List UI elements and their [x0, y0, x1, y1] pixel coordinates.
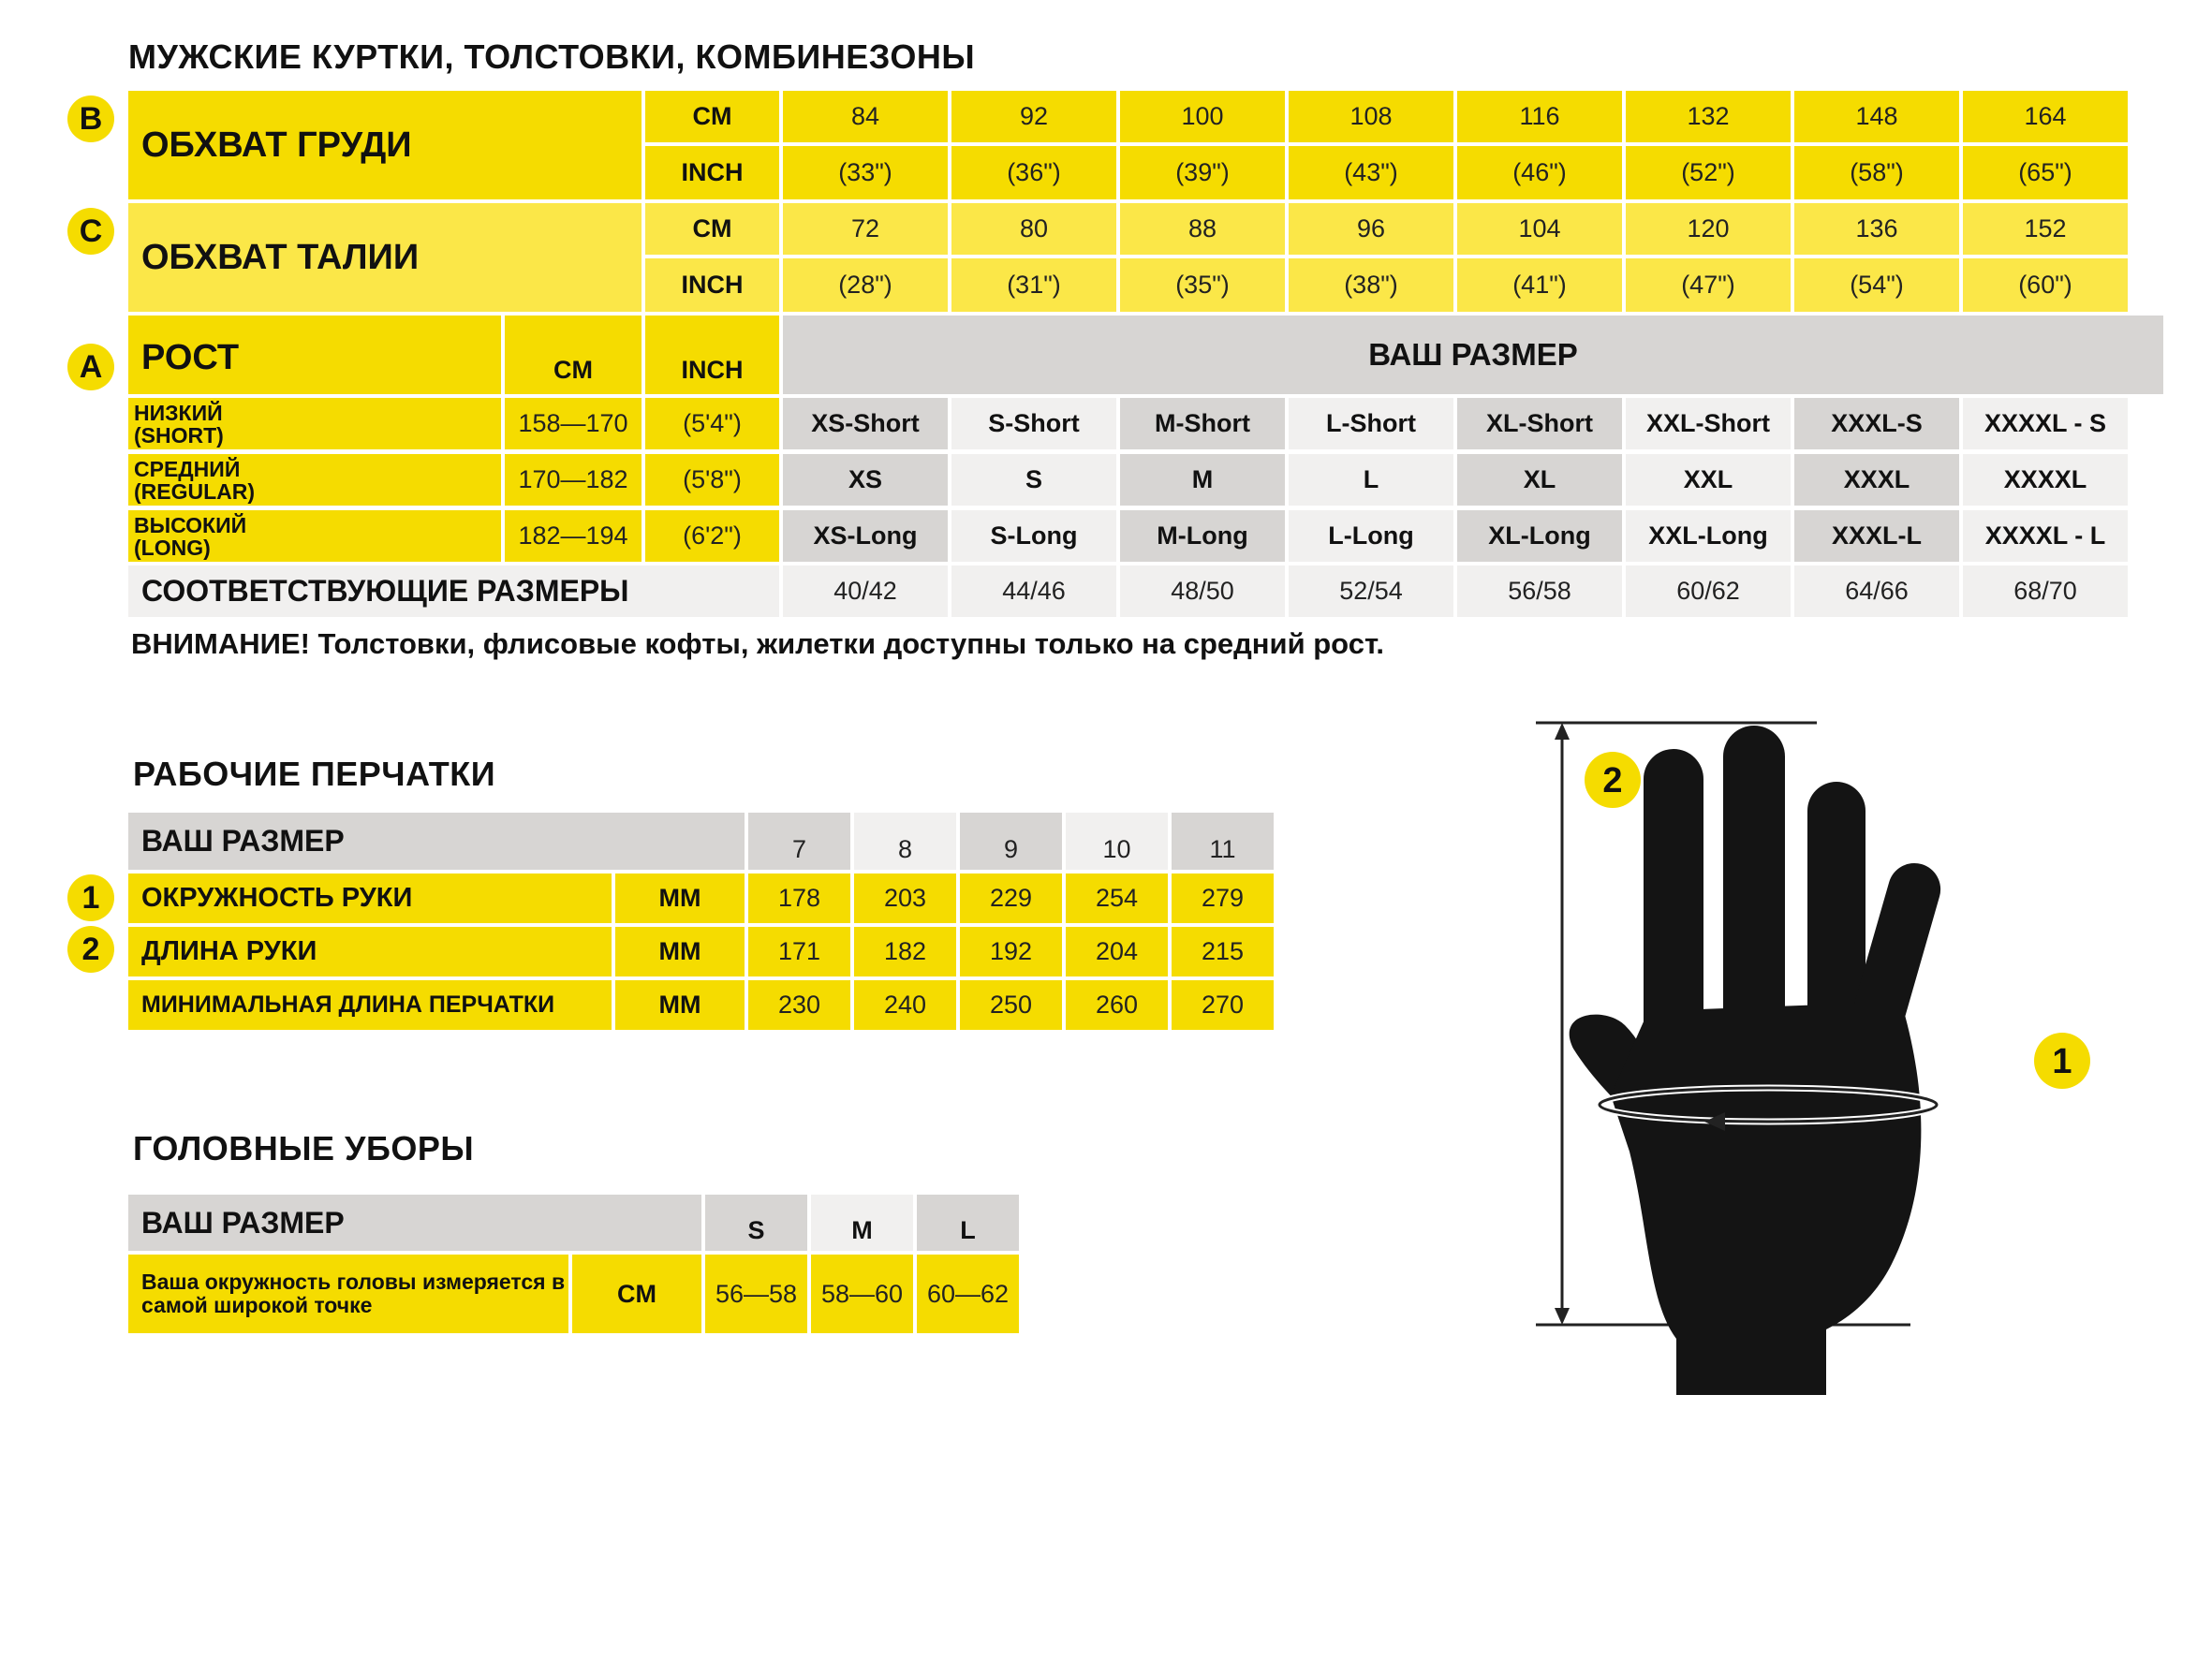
height-row-inch: (6'2") — [645, 510, 779, 562]
matching-size-cell: 60/62 — [1626, 565, 1791, 617]
glove-value-cell: 182 — [854, 927, 956, 976]
hand-circumference-badge: 1 — [67, 874, 114, 921]
waist-cm-cell: 120 — [1626, 203, 1791, 255]
size-cell: S-Long — [951, 510, 1116, 562]
chest-label: ОБХВАТ ГРУДИ — [128, 91, 641, 199]
glove-value-cell: 192 — [960, 927, 1062, 976]
size-cell: XXXXL — [1963, 454, 2128, 506]
waist-label: ОБХВАТ ТАЛИИ — [128, 203, 641, 312]
height-row-inch: (5'8") — [645, 454, 779, 506]
size-cell: S — [951, 454, 1116, 506]
glove-value-cell: 204 — [1066, 927, 1168, 976]
waist-cm-cell: 104 — [1457, 203, 1622, 255]
matching-size-cell: 64/66 — [1794, 565, 1959, 617]
size-cell: XS-Short — [783, 398, 948, 449]
waist-cm-cell: 88 — [1120, 203, 1285, 255]
waist-inch-cell: (38") — [1289, 258, 1453, 312]
waist-inch-cell: (28") — [783, 258, 948, 312]
chest-cm-cell: 116 — [1457, 91, 1622, 142]
height-badge: A — [67, 344, 114, 390]
glove-value-cell: 240 — [854, 980, 956, 1030]
hat-size-header: S — [705, 1195, 807, 1251]
chest-unit-inch: INCH — [645, 146, 779, 199]
height-row-cm: 158—170 — [505, 398, 641, 449]
matching-size-cell: 52/54 — [1289, 565, 1453, 617]
chest-cm-cell: 84 — [783, 91, 948, 142]
length-badge: 2 — [1602, 761, 1623, 800]
chest-cm-cell: 92 — [951, 91, 1116, 142]
matching-size-cell: 48/50 — [1120, 565, 1285, 617]
chest-cm-cell: 148 — [1794, 91, 1959, 142]
size-cell: XXXL-L — [1794, 510, 1959, 562]
chest-inch-cell: (39") — [1120, 146, 1285, 199]
chest-inch-cell: (46") — [1457, 146, 1622, 199]
waist-inch-cell: (47") — [1626, 258, 1791, 312]
head-circumference-label: Ваша окружность головы измеряется в самой широкой точке — [128, 1255, 568, 1333]
height-row-cm: 170—182 — [505, 454, 641, 506]
size-cell: XS-Long — [783, 510, 948, 562]
height-col-inch: INCH — [645, 316, 779, 394]
hand-icon — [1570, 726, 1947, 1395]
hat-size-header: L — [917, 1195, 1019, 1251]
matching-size-cell: 68/70 — [1963, 565, 2128, 617]
glove-size-header: 8 — [854, 813, 956, 870]
waist-badge: C — [67, 208, 114, 255]
hat-size-header: M — [811, 1195, 913, 1251]
waist-cm-cell: 152 — [1963, 203, 2128, 255]
height-row-label: СРЕДНИЙ (REGULAR) — [128, 454, 501, 506]
chest-cm-cell: 164 — [1963, 91, 2128, 142]
matching-sizes-label: СООТВЕТСТВУЮЩИЕ РАЗМЕРЫ — [128, 565, 779, 617]
glove-value-cell: 250 — [960, 980, 1062, 1030]
chest-inch-cell: (58") — [1794, 146, 1959, 199]
waist-cm-cell: 96 — [1289, 203, 1453, 255]
matching-size-cell: 44/46 — [951, 565, 1116, 617]
chest-badge: B — [67, 95, 114, 142]
hat-value-cell: 58—60 — [811, 1255, 913, 1333]
gloves-your-size: ВАШ РАЗМЕР — [128, 813, 745, 870]
hats-title: ГОЛОВНЫЕ УБОРЫ — [133, 1129, 475, 1167]
height-label: РОСТ — [128, 316, 501, 394]
chest-inch-cell: (43") — [1289, 146, 1453, 199]
glove-row-unit: MM — [615, 980, 745, 1030]
chest-inch-cell: (36") — [951, 146, 1116, 199]
glove-row-unit: MM — [615, 927, 745, 976]
chest-cm-cell: 132 — [1626, 91, 1791, 142]
hand-diagram — [1517, 702, 2154, 1414]
size-cell: XXL — [1626, 454, 1791, 506]
waist-cm-cell: 72 — [783, 203, 948, 255]
waist-inch-cell: (31") — [951, 258, 1116, 312]
your-size-header: ВАШ РАЗМЕР — [783, 316, 2163, 394]
glove-value-cell: 171 — [748, 927, 850, 976]
hand-length-badge: 2 — [67, 926, 114, 973]
glove-size-header: 9 — [960, 813, 1062, 870]
glove-row-label: МИНИМАЛЬНАЯ ДЛИНА ПЕРЧАТКИ — [128, 980, 612, 1030]
size-cell: XXL-Long — [1626, 510, 1791, 562]
height-row-label: ВЫСОКИЙ (LONG) — [128, 510, 501, 562]
size-cell: XXXL-S — [1794, 398, 1959, 449]
waist-inch-cell: (54") — [1794, 258, 1959, 312]
glove-value-cell: 203 — [854, 874, 956, 923]
size-cell: L — [1289, 454, 1453, 506]
height-col-cm: CM — [505, 316, 641, 394]
size-cell: XL-Long — [1457, 510, 1622, 562]
glove-value-cell: 178 — [748, 874, 850, 923]
matching-size-cell: 40/42 — [783, 565, 948, 617]
size-cell: XL — [1457, 454, 1622, 506]
jackets-title: МУЖСКИЕ КУРТКИ, ТОЛСТОВКИ, КОМБИНЕЗОНЫ — [128, 37, 976, 76]
hats-your-size: ВАШ РАЗМЕР — [128, 1195, 701, 1251]
height-row-inch: (5'4") — [645, 398, 779, 449]
glove-value-cell: 229 — [960, 874, 1062, 923]
glove-value-cell: 230 — [748, 980, 850, 1030]
glove-size-header: 7 — [748, 813, 850, 870]
glove-size-header: 10 — [1066, 813, 1168, 870]
chest-cm-cell: 100 — [1120, 91, 1285, 142]
waist-cm-cell: 80 — [951, 203, 1116, 255]
head-unit: CM — [572, 1255, 701, 1333]
glove-row-unit: MM — [615, 874, 745, 923]
glove-row-label: ДЛИНА РУКИ — [128, 927, 612, 976]
chest-inch-cell: (65") — [1963, 146, 2128, 199]
size-cell: XXXXL - S — [1963, 398, 2128, 449]
size-cell: XS — [783, 454, 948, 506]
glove-value-cell: 254 — [1066, 874, 1168, 923]
waist-inch-cell: (41") — [1457, 258, 1622, 312]
size-cell: L-Long — [1289, 510, 1453, 562]
gloves-title: РАБОЧИЕ ПЕРЧАТКИ — [133, 755, 496, 793]
attention-note: ВНИМАНИЕ! Толстовки, флисовые кофты, жилетки доступны только на средний рост. — [131, 627, 1385, 660]
size-cell: L-Short — [1289, 398, 1453, 449]
glove-value-cell: 215 — [1172, 927, 1274, 976]
glove-value-cell: 270 — [1172, 980, 1274, 1030]
chest-inch-cell: (33") — [783, 146, 948, 199]
chest-inch-cell: (52") — [1626, 146, 1791, 199]
size-cell: XXXL — [1794, 454, 1959, 506]
waist-inch-cell: (60") — [1963, 258, 2128, 312]
height-row-label: НИЗКИЙ (SHORT) — [128, 398, 501, 449]
circumference-badge: 1 — [2052, 1042, 2072, 1081]
size-cell: XL-Short — [1457, 398, 1622, 449]
size-cell: XXL-Short — [1626, 398, 1791, 449]
chest-cm-cell: 108 — [1289, 91, 1453, 142]
size-cell: XXXXL - L — [1963, 510, 2128, 562]
size-cell: M — [1120, 454, 1285, 506]
hat-value-cell: 60—62 — [917, 1255, 1019, 1333]
waist-unit-cm: CM — [645, 203, 779, 255]
glove-row-label: ОКРУЖНОСТЬ РУКИ — [128, 874, 612, 923]
height-row-cm: 182—194 — [505, 510, 641, 562]
size-cell: M-Long — [1120, 510, 1285, 562]
glove-size-header: 11 — [1172, 813, 1274, 870]
size-cell: M-Short — [1120, 398, 1285, 449]
size-cell: S-Short — [951, 398, 1116, 449]
glove-value-cell: 279 — [1172, 874, 1274, 923]
waist-unit-inch: INCH — [645, 258, 779, 312]
chest-unit-cm: CM — [645, 91, 779, 142]
matching-size-cell: 56/58 — [1457, 565, 1622, 617]
waist-inch-cell: (35") — [1120, 258, 1285, 312]
glove-value-cell: 260 — [1066, 980, 1168, 1030]
hat-value-cell: 56—58 — [705, 1255, 807, 1333]
waist-cm-cell: 136 — [1794, 203, 1959, 255]
